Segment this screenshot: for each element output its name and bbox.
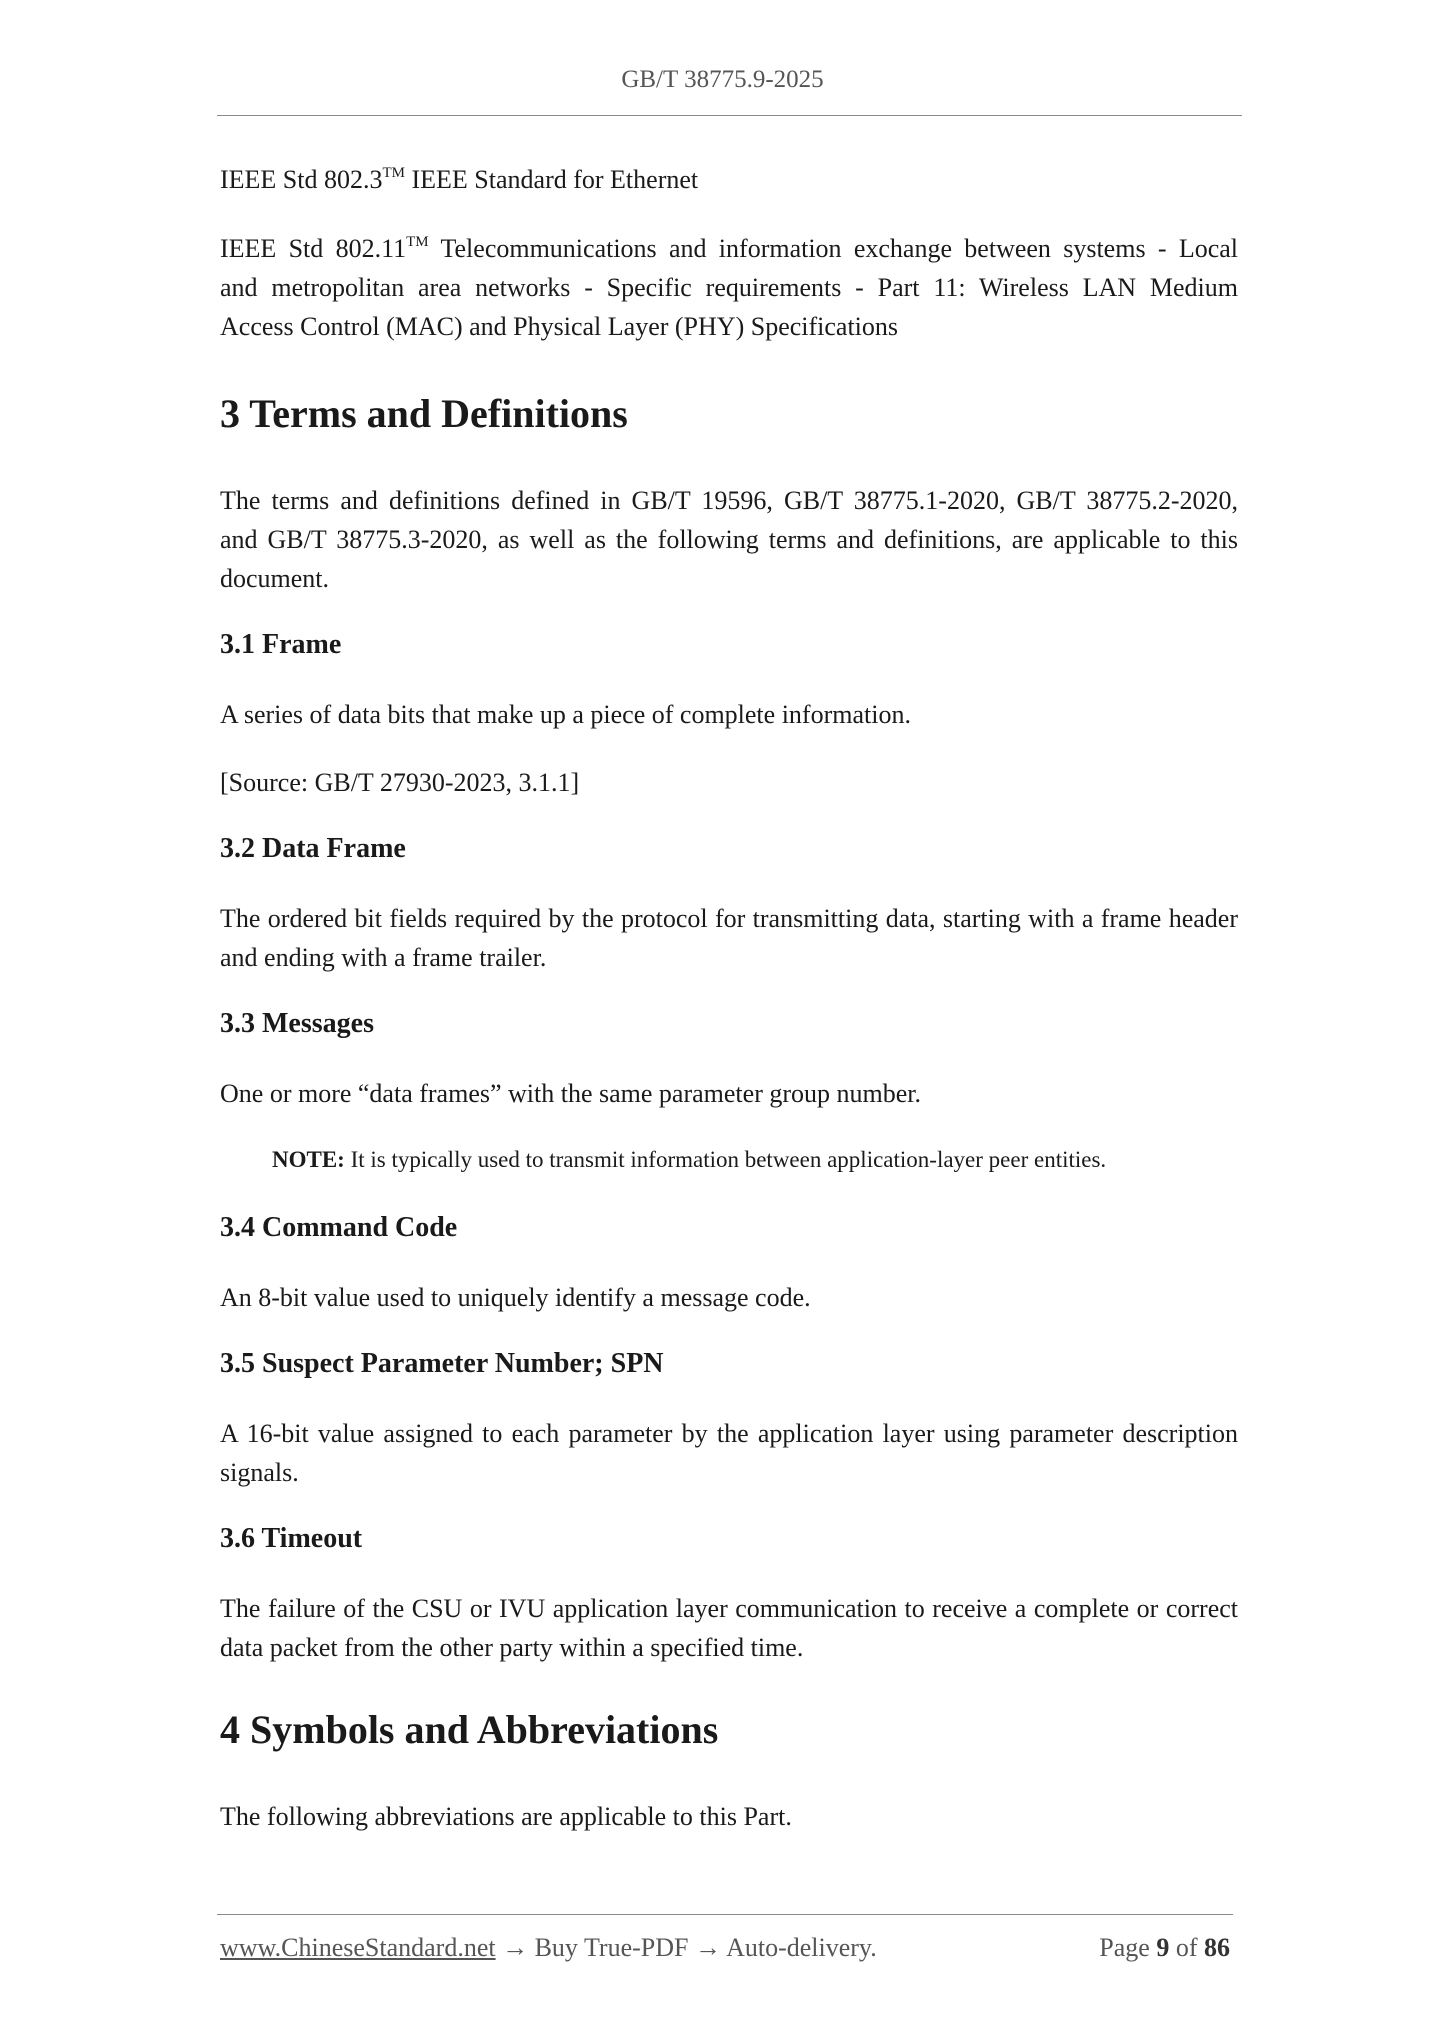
page-number: 9 — [1156, 1933, 1170, 1962]
section-3-intro-line3: document. — [220, 564, 330, 593]
section-3-3-note — [272, 1144, 1106, 1176]
section-4-heading: 4 Symbols and Abbreviations — [220, 1707, 719, 1752]
page-header-doc-id: GB/T 38775.9-2025 — [621, 66, 824, 93]
section-3-1-source: [Source: GB/T 27930-2023, 3.1.1] — [220, 768, 580, 797]
section-3-intro-line2: and GB/T 38775.3-2020, as well as the following terms and definitions, are applicable to this — [220, 525, 1238, 554]
section-3-2-definition-line1: The ordered bit fields required by the protocol for transmitting data, starting with a frame header — [220, 904, 1238, 933]
trademark-superscript: TM — [382, 165, 405, 181]
section-3-5-definition-line1: A 16-bit value assigned to each parameter by the application layer using parameter description — [220, 1419, 1238, 1448]
section-3-2-definition-line2: and ending with a frame trailer. — [220, 943, 547, 972]
trademark-superscript: TM — [406, 234, 429, 250]
total-pages: 86 — [1204, 1933, 1230, 1962]
reference-ieee-802-11-line2: and metropolitan area networks - Specific requirements - Part 11: Wireless LAN Medium — [220, 273, 1238, 302]
note-text: It is typically used to transmit information between application-layer peer entities. — [344, 1147, 1107, 1172]
footer-divider — [217, 1914, 1233, 1915]
section-3-6-heading: 3.6 Timeout — [220, 1523, 363, 1554]
section-3-2-heading: 3.2 Data Frame — [220, 833, 406, 864]
page-number-indicator — [1099, 1933, 1230, 1963]
footer-promo — [220, 1933, 877, 1963]
section-3-3-heading: 3.3 Messages — [220, 1008, 374, 1039]
section-3-4-definition: An 8-bit value used to uniquely identify a message code. — [220, 1283, 811, 1312]
of-label: of — [1169, 1933, 1204, 1962]
section-3-1-definition: A series of data bits that make up a piece of complete information. — [220, 700, 911, 729]
section-3-5-definition-line2: signals. — [220, 1458, 299, 1487]
reference-id: IEEE Std 802.3 — [220, 165, 383, 194]
reference-title: Telecommunications and information exchange between systems - Local — [428, 234, 1239, 263]
auto-delivery-text: Auto-delivery. — [721, 1933, 877, 1962]
arrow-right-icon: → — [695, 1933, 721, 1962]
section-3-3-definition: One or more “data frames” with the same parameter group number. — [220, 1079, 921, 1108]
site-link[interactable]: www.ChineseStandard.net — [220, 1933, 496, 1962]
buy-text: Buy True-PDF — [528, 1933, 695, 1962]
reference-ieee-802-3 — [220, 160, 1238, 199]
section-3-heading: 3 Terms and Definitions — [220, 391, 628, 436]
section-3-5-heading: 3.5 Suspect Parameter Number; SPN — [220, 1348, 664, 1379]
header-divider — [217, 115, 1242, 116]
section-3-6-definition-line1: The failure of the CSU or IVU application layer communication to receive a complete or correct — [220, 1594, 1238, 1623]
reference-title: IEEE Standard for Ethernet — [405, 165, 699, 194]
page-label: Page — [1099, 1933, 1157, 1962]
reference-ieee-802-11-line1 — [220, 229, 1238, 268]
reference-id: IEEE Std 802.11 — [220, 234, 407, 263]
note-label: NOTE: — [272, 1147, 345, 1172]
section-3-6-definition-line2: data packet from the other party within a specified time. — [220, 1633, 804, 1662]
section-3-4-heading: 3.4 Command Code — [220, 1212, 458, 1243]
section-3-1-heading: 3.1 Frame — [220, 629, 342, 660]
section-3-intro-line1: The terms and definitions defined in GB/T 19596, GB/T 38775.1-2020, GB/T 38775.2-2020, — [220, 486, 1238, 515]
reference-ieee-802-11-line3: Access Control (MAC) and Physical Layer (PHY) Specifications — [220, 312, 899, 341]
section-4-intro: The following abbreviations are applicable to this Part. — [220, 1802, 792, 1831]
arrow-right-icon: → — [502, 1933, 529, 1962]
